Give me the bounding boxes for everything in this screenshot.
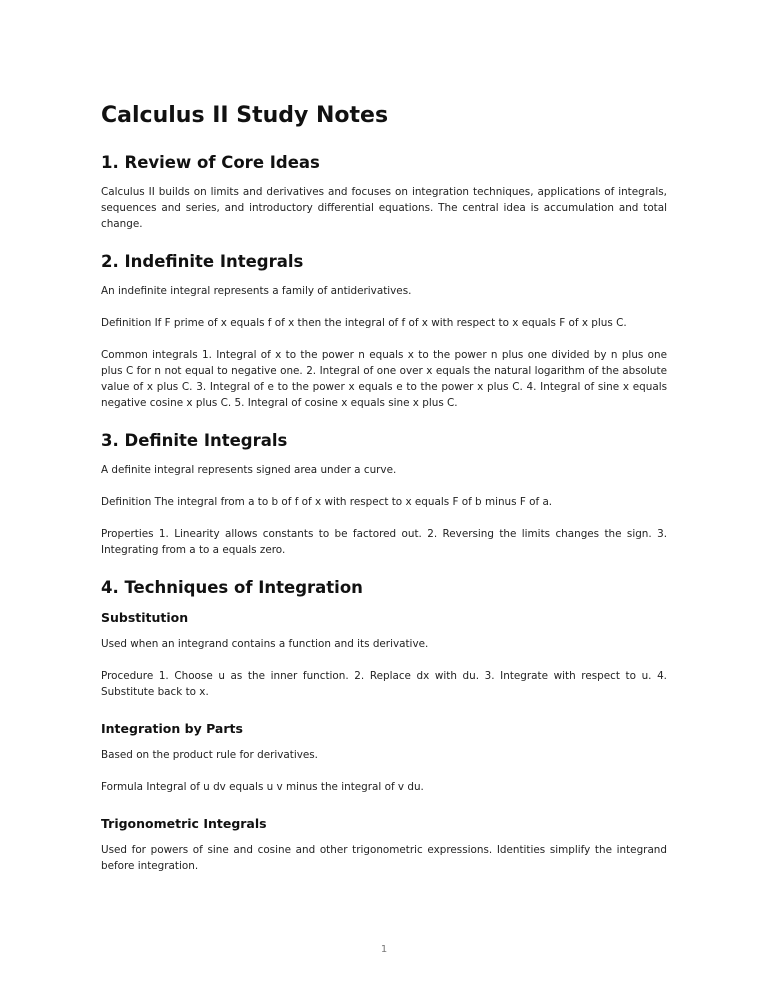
paragraph: Formula Integral of u dv equals u v minus the integral of v du. (101, 781, 424, 793)
paragraph: Common integrals 1. Integral of x to the power n equals x to the power n plus one divided by n plus one plus C for n not equal to negative one. 2. Integral of one over x equals the natural logarithm of the absolute value of x plus C. 3. Integral of e to the power x equals e to the power x plus C. 4. Integral of sine x equals negative cosine x plus C. 5. Integral of cosine x equals sine x plus C. (101, 349, 667, 409)
paragraph: An indefinite integral represents a family of antiderivatives. (101, 285, 412, 297)
paragraph: A definite integral represents signed area under a curve. (101, 464, 397, 476)
section-heading: 2. Indefinite Integrals (101, 252, 304, 271)
paragraph: Definition If F prime of x equals f of x then the integral of f of x with respect to x equals F of x plus C. (101, 317, 627, 329)
subsection-heading: Trigonometric Integrals (101, 816, 267, 831)
subsection-heading: Integration by Parts (101, 721, 243, 736)
paragraph: Procedure 1. Choose u as the inner function. 2. Replace dx with du. 3. Integrate with respect to u. 4. Substitute back to x. (101, 670, 667, 698)
subsection-heading: Substitution (101, 610, 189, 625)
document-title: Calculus II Study Notes (101, 103, 389, 128)
section-heading: 3. Definite Integrals (101, 431, 288, 450)
section-review-core-ideas (101, 152, 667, 232)
section-heading: 4. Techniques of Integration (101, 578, 363, 597)
paragraph: Used when an integrand contains a function and its derivative. (101, 638, 429, 650)
subsection-trigonometric-integrals (101, 815, 667, 874)
subsection-substitution (101, 609, 667, 700)
paragraph: Properties 1. Linearity allows constants to be factored out. 2. Reversing the limits changes the sign. 3. Integrating from a to a equals zero. (101, 528, 667, 556)
document-page (101, 102, 667, 890)
paragraph: Calculus II builds on limits and derivatives and focuses on integration techniques, applications of integrals, sequences and series, and introductory differential equations. The central idea is accumulation and total change. (101, 186, 667, 230)
section-indefinite-integrals (101, 251, 667, 411)
paragraph: Definition The integral from a to b of f of x with respect to x equals F of b minus F of a. (101, 496, 553, 508)
section-heading: 1. Review of Core Ideas (101, 153, 320, 172)
section-definite-integrals (101, 430, 667, 558)
paragraph: Used for powers of sine and cosine and other trigonometric expressions. Identities simplify the integrand before integration. (101, 844, 667, 872)
paragraph: Based on the product rule for derivatives. (101, 749, 318, 761)
subsection-integration-by-parts (101, 720, 667, 795)
section-techniques-of-integration (101, 577, 667, 874)
page-number: 1 (380, 944, 388, 955)
